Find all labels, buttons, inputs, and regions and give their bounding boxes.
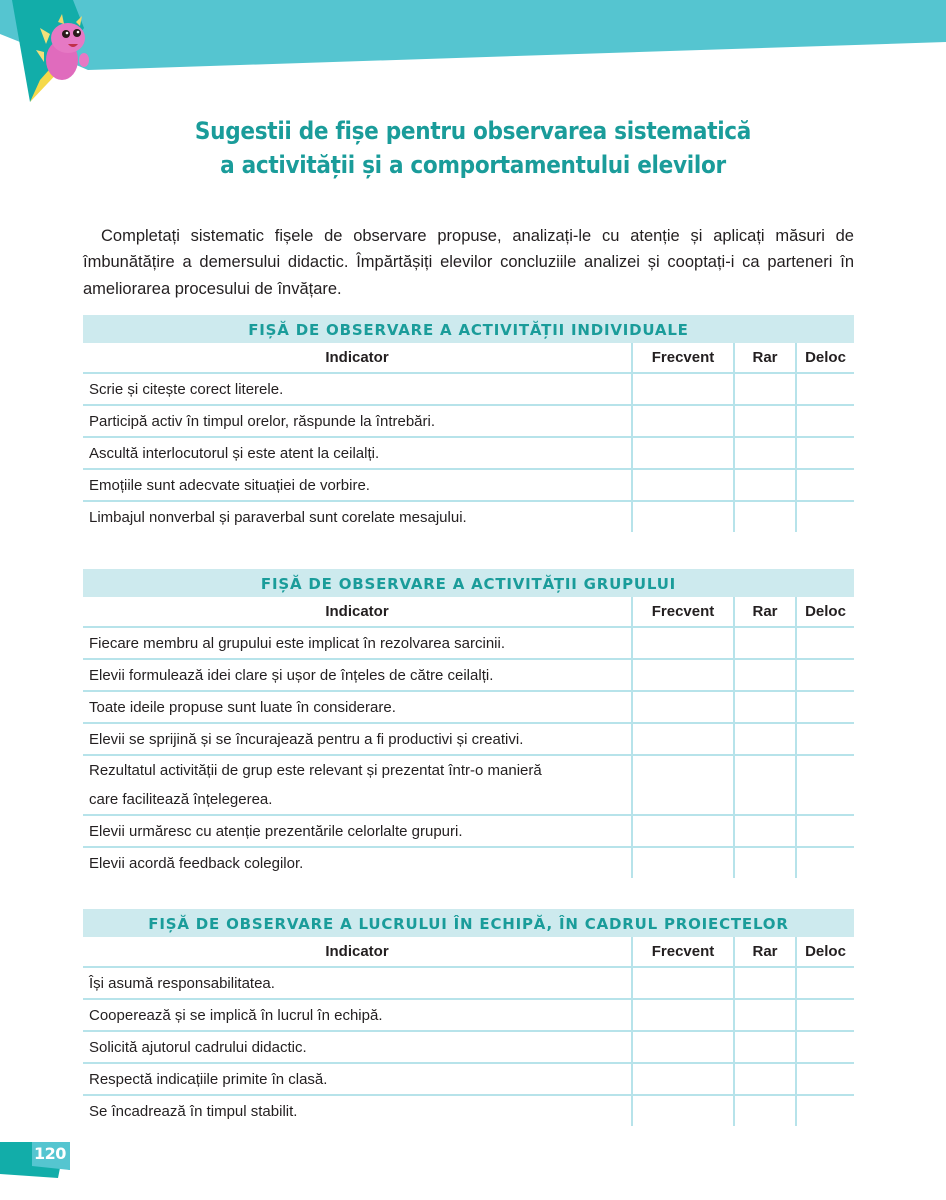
sheet-individual-activity [83,315,854,532]
observation-table [83,343,854,532]
never-cell[interactable] [796,1031,854,1063]
column-header-indicator: Indicator [83,597,632,627]
page-number-badge [0,1138,80,1180]
never-cell[interactable] [796,967,854,999]
intro-paragraph: Completați sistematic fișele de observare propuse, analizați-le cu atenție și aplicați măsuri de îmbunătățire a demersului didactic. Împărtășiți elevilor concluziile analizei și cooptați-i ca parteneri în ameliorarea procesului de învățare. [83,226,854,298]
indicator-cell: Elevii formulează idei clare și ușor de înțeles de către ceilalți. [83,659,632,691]
column-header-rare: Rar [734,597,796,627]
indicator-cell: Scrie și citește corect literele. [83,373,632,405]
table-row [83,405,854,437]
frequent-cell[interactable] [632,847,734,878]
table-row [83,1031,854,1063]
observation-table [83,937,854,1126]
never-cell[interactable] [796,437,854,469]
table-header-row [83,937,854,967]
column-header-rare: Rar [734,343,796,373]
table-row [83,723,854,755]
column-header-indicator: Indicator [83,343,632,373]
column-header-never: Deloc [796,343,854,373]
table-row [83,627,854,659]
sheet-teamwork-projects [83,909,854,1126]
never-cell[interactable] [796,405,854,437]
rare-cell[interactable] [734,501,796,532]
rare-cell[interactable] [734,469,796,501]
indicator-cell: Emoțiile sunt adecvate situației de vorbire. [83,469,632,501]
frequent-cell[interactable] [632,755,734,815]
indicator-cell: Elevii se sprijină și se încurajează pentru a fi productivi și creativi. [83,723,632,755]
indicator-cell: Fiecare membru al grupului este implicat în rezolvarea sarcinii. [83,627,632,659]
table-row [83,1095,854,1126]
indicator-cell: Ascultă interlocutorul și este atent la ceilalți. [83,437,632,469]
never-cell[interactable] [796,627,854,659]
header-banner [0,0,946,110]
never-cell[interactable] [796,815,854,847]
rare-cell[interactable] [734,1095,796,1126]
rare-cell[interactable] [734,691,796,723]
table-header-row [83,343,854,373]
never-cell[interactable] [796,723,854,755]
table-row [83,659,854,691]
frequent-cell[interactable] [632,967,734,999]
column-header-rare: Rar [734,937,796,967]
rare-cell[interactable] [734,723,796,755]
column-header-never: Deloc [796,597,854,627]
rare-cell[interactable] [734,967,796,999]
rare-cell[interactable] [734,999,796,1031]
rare-cell[interactable] [734,847,796,878]
sheet-title: FIȘĂ DE OBSERVARE A LUCRULUI ÎN ECHIPĂ, ÎN CADRUL PROIECTELOR [83,909,854,937]
rare-cell[interactable] [734,405,796,437]
page-title [0,114,946,182]
table-row [83,691,854,723]
rare-cell[interactable] [734,627,796,659]
frequent-cell[interactable] [632,405,734,437]
page-title-line-1: Sugestii de fișe pentru observarea sistematică [194,117,752,145]
never-cell[interactable] [796,659,854,691]
indicator-cell: Cooperează și se implică în lucrul în echipă. [83,999,632,1031]
indicator-cell: Elevii acordă feedback colegilor. [89,854,304,872]
frequent-cell[interactable] [632,691,734,723]
never-cell[interactable] [796,501,854,532]
table-row [83,437,854,469]
never-cell[interactable] [796,999,854,1031]
frequent-cell[interactable] [632,1063,734,1095]
table-row [83,755,854,815]
indicator-cell: Participă activ în timpul orelor, răspunde la întrebări. [83,405,632,437]
page-number: 120 [34,1144,66,1163]
column-header-indicator: Indicator [83,937,632,967]
never-cell[interactable] [796,755,854,815]
never-cell[interactable] [796,1095,854,1126]
column-header-frequent: Frecvent [632,937,734,967]
rare-cell[interactable] [734,755,796,815]
never-cell[interactable] [796,691,854,723]
indicator-cell: Limbajul nonverbal și paraverbal sunt corelate mesajului. [89,508,467,526]
rare-cell[interactable] [734,373,796,405]
rare-cell[interactable] [734,815,796,847]
never-cell[interactable] [796,469,854,501]
indicator-cell: Respectă indicațiile primite în clasă. [83,1063,632,1095]
observation-table [83,597,854,878]
rare-cell[interactable] [734,1031,796,1063]
frequent-cell[interactable] [632,501,734,532]
frequent-cell[interactable] [632,815,734,847]
frequent-cell[interactable] [632,373,734,405]
table-row [83,967,854,999]
table-row [83,469,854,501]
frequent-cell[interactable] [632,659,734,691]
table-header-row [83,597,854,627]
indicator-cell: Își asumă responsabilitatea. [83,967,632,999]
frequent-cell[interactable] [632,437,734,469]
frequent-cell[interactable] [632,1095,734,1126]
column-header-frequent: Frecvent [632,597,734,627]
indicator-cell: Rezultatul activității de grup este relevant și prezentat într-o manieră care facilitează înțelegerea. [83,755,632,815]
column-header-frequent: Frecvent [632,343,734,373]
indicator-cell: Elevii urmăresc cu atenție prezentările celorlalte grupuri. [83,815,632,847]
frequent-cell[interactable] [632,999,734,1031]
frequent-cell[interactable] [632,723,734,755]
never-cell[interactable] [796,373,854,405]
sheet-group-activity [83,569,854,878]
never-cell[interactable] [796,1063,854,1095]
table-row [83,501,854,532]
table-row [83,1063,854,1095]
frequent-cell[interactable] [632,1031,734,1063]
frequent-cell[interactable] [632,627,734,659]
indicator-cell: Toate ideile propuse sunt luate în considerare. [83,691,632,723]
rare-cell[interactable] [734,437,796,469]
rare-cell[interactable] [734,1063,796,1095]
sheet-title: FIȘĂ DE OBSERVARE A ACTIVITĂȚII GRUPULUI [83,569,854,597]
table-row [83,999,854,1031]
indicator-cell: Se încadrează în timpul stabilit. [89,1102,298,1120]
table-row [83,815,854,847]
never-cell[interactable] [796,847,854,878]
table-row [83,373,854,405]
frequent-cell[interactable] [632,469,734,501]
sheet-title: FIȘĂ DE OBSERVARE A ACTIVITĂȚII INDIVIDUALE [83,315,854,343]
page-title-line-2: a activității și a comportamentului elevilor [220,151,726,179]
rare-cell[interactable] [734,659,796,691]
column-header-never: Deloc [796,937,854,967]
indicator-cell: Solicită ajutorul cadrului didactic. [83,1031,632,1063]
table-row [83,847,854,878]
